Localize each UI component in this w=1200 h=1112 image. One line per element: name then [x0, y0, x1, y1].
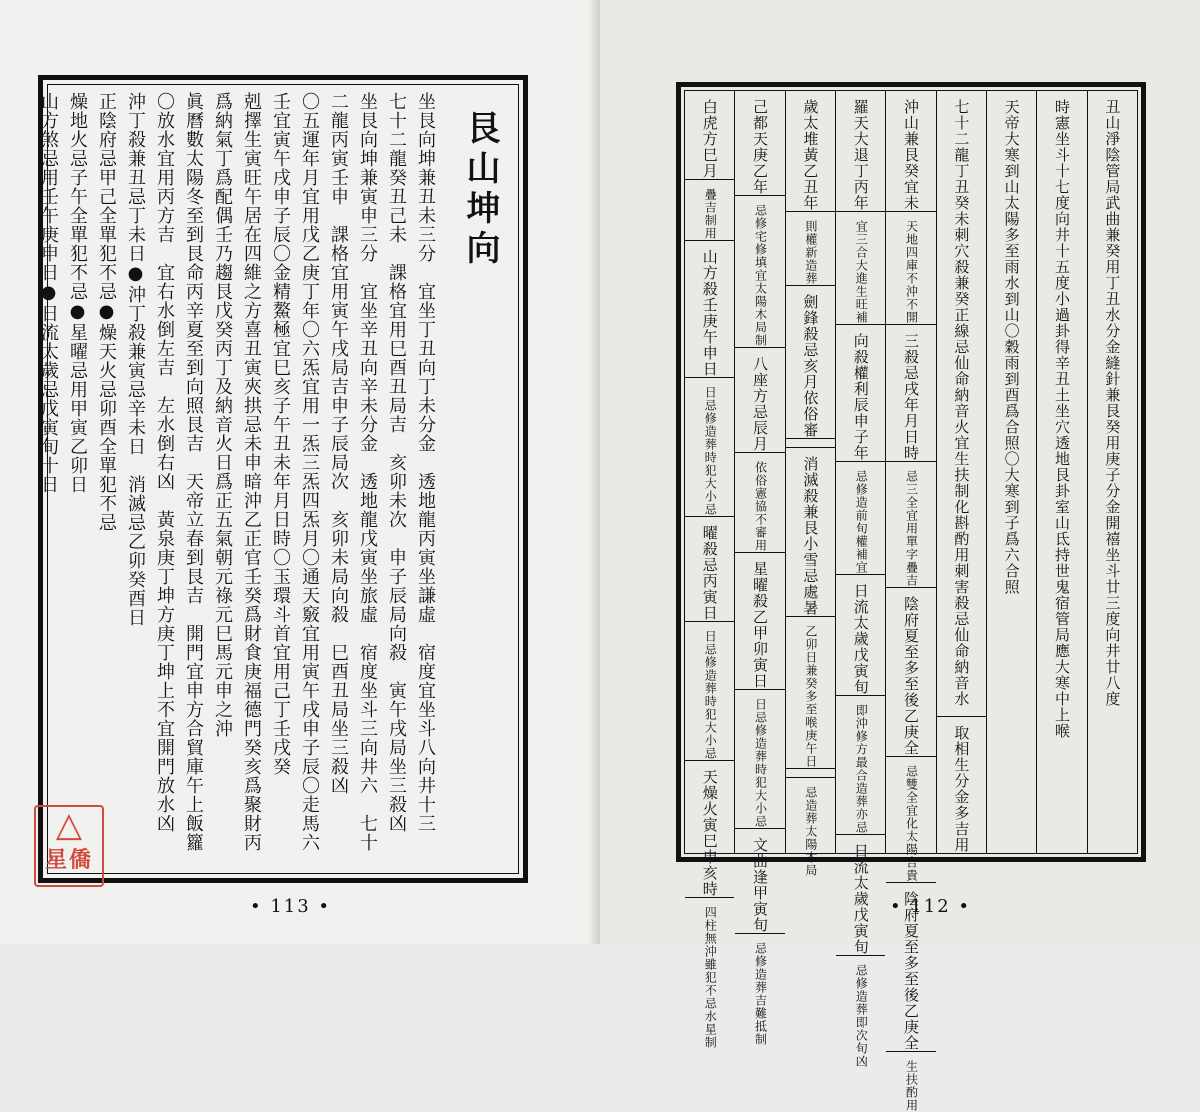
table-cell — [886, 588, 935, 757]
cell-text: 三殺忌戌年月日時 — [902, 333, 921, 461]
table-cell — [836, 462, 885, 575]
cell-text: 沖山兼艮癸宜未 — [902, 99, 921, 211]
cell-text: 七十二龍丁丑癸未刺穴殺兼癸正線忌仙命納音火宜生扶制化斟酌用刺害殺忌仙命納音水 — [952, 99, 971, 707]
table-cell — [937, 717, 986, 853]
left-text-columns — [38, 92, 513, 866]
table-cell — [987, 91, 1036, 853]
table-cell — [685, 91, 734, 180]
table-column — [1036, 91, 1086, 853]
cell-text: 陰府夏至多至後乙庚全 — [902, 891, 921, 1051]
table-cell — [886, 212, 935, 325]
table-cell — [1037, 91, 1086, 853]
cell-text: 日忌修造葬時犯大小忌 — [753, 698, 768, 828]
text-column: 正陰府忌甲己全單犯不忌●燥天火忌卯酉全單犯不忌 — [96, 92, 117, 532]
table-cell — [836, 575, 885, 696]
cell-text: 八座方忌辰月 — [751, 356, 770, 452]
page-number-right: • 112 • — [890, 896, 972, 917]
table-column — [685, 91, 734, 1049]
table-cell — [685, 517, 734, 622]
text-column: 燥地火忌子午全單犯不忌●星曜忌用甲寅乙卯日 — [67, 92, 88, 494]
left-page — [0, 0, 600, 944]
table-cell — [786, 286, 835, 439]
stamp-symbol: △ — [55, 805, 83, 845]
table-column — [986, 91, 1036, 853]
cell-text: 天地四庫不沖不開 — [904, 220, 919, 324]
table-cell — [836, 212, 885, 325]
table-cell — [886, 1052, 935, 1112]
table-cell — [685, 180, 734, 241]
table-cell — [685, 898, 734, 1049]
cell-text: 忌雙全宜化太陽合貴 — [904, 765, 919, 882]
right-page — [600, 0, 1200, 1112]
table-cell — [836, 956, 885, 1068]
page-number-left: • 113 • — [250, 896, 332, 917]
publisher-stamp-icon — [34, 805, 104, 887]
table-cell — [786, 778, 835, 877]
table-cell — [786, 448, 835, 617]
text-column: 坐艮向坤兼寅申三分 宜坐辛丑向辛未分金 透地龍戊寅坐旅虛 宿度坐斗三向井六 七十 — [357, 92, 378, 852]
text-column: 壬宜寅午戌申子辰〇金精鰲極宜巳亥子午丑未年月日時〇玉環斗首宜用己丁壬戌癸 — [270, 92, 291, 776]
table-column — [936, 91, 986, 853]
left-text-frame — [38, 75, 528, 883]
table-column — [1087, 91, 1137, 853]
text-column: 山方煞忌用壬午庚申日●日流太歲忌戊寅旬十日 — [38, 92, 59, 494]
table-cell — [735, 934, 784, 1046]
text-column: 七十二龍癸丑己未 課格宜用巳酉丑局吉 亥卯未次 申子辰局向殺 寅午戌局坐三殺凶 — [386, 92, 407, 833]
table-cell — [685, 761, 734, 898]
text-column: 沖丁殺兼丑忌丁未日●沖丁殺兼寅忌辛未日 消滅忌乙卯癸酉日 — [125, 92, 146, 627]
cell-text: 文曲逢甲寅旬 — [751, 837, 770, 933]
table-cell — [786, 617, 835, 769]
cell-text: 丑山淨陰管局武曲兼癸用丁丑水分金縫針兼艮癸用庚子分金開禧坐斗廿三度向井廿八度 — [1103, 99, 1122, 707]
cell-text: 日流太歲戊寅旬 — [851, 843, 870, 955]
table-cell — [886, 757, 935, 883]
table-cell — [735, 829, 784, 934]
cell-text: 疊吉制用 — [703, 188, 718, 240]
cell-text: 忌造葬太陽木局 — [803, 786, 818, 877]
text-column: 剋擇生寅旺午居在四維之方喜丑寅夾拱忌未申暗沖乙正官壬癸爲財食庚福德門癸亥爲聚財丙 — [241, 92, 262, 852]
cell-text: 忌修宅修填宜太陽木局制 — [753, 204, 768, 347]
text-column: 〇放水宜用丙方吉 宜右水倒左吉 左水倒右凶 黃泉庚丁坤方庚丁坤上不宜開門放水凶 — [154, 92, 175, 833]
table-cell — [685, 241, 734, 378]
cell-text: 時憲坐斗十七度向井十五度小過卦得辛丑土坐穴透地艮卦室山氐持世鬼宿管局應大寒中上喉 — [1053, 99, 1071, 739]
cell-text: 歲太堆黃乙丑年 — [801, 99, 820, 211]
table-cell — [1088, 91, 1137, 853]
cell-text: 忌修造葬即次旬凶 — [854, 964, 869, 1068]
text-column: 二龍丙寅壬申 課格宜用寅午戌局吉申子辰局次 亥卯未局向殺 巳酉丑局坐三殺凶 — [328, 92, 349, 795]
cell-text: 己都天庚乙年 — [751, 99, 770, 195]
cell-text: 生扶酌用 — [904, 1060, 919, 1112]
cell-text: 則權新造葬 — [803, 220, 818, 285]
table-cell — [735, 453, 784, 553]
cell-text: 即沖修方最合造葬亦忌 — [854, 704, 869, 834]
cell-text: 羅天大退丁丙年 — [851, 99, 870, 211]
table-cell — [886, 91, 935, 212]
table-column — [835, 91, 885, 1068]
cell-text: 忌修造葬吉難抵制 — [753, 942, 768, 1046]
cell-text: 四柱無沖雖犯不忌水星制 — [703, 906, 718, 1049]
cell-text: 消滅殺兼艮小雪忌處暑 — [801, 456, 820, 616]
table-cell — [786, 769, 835, 778]
table-cell — [836, 325, 885, 462]
text-column: 眞曆數太陽冬至到艮命丙辛夏至到向照艮吉 天帝立春到艮吉 開門宜申方合貿庫午上飯籮 — [183, 92, 204, 852]
table-cell — [937, 91, 986, 717]
cell-text: 取相生分金多吉用 — [952, 725, 971, 853]
cell-text: 劍鋒殺忌亥月依俗審 — [801, 294, 820, 438]
table-cell — [886, 325, 935, 462]
table-cell — [735, 196, 784, 348]
table-cell — [836, 696, 885, 835]
cell-text: 宜三合大進生旺補 — [854, 220, 869, 324]
page-title: 艮山坤向 — [460, 110, 500, 270]
table-cell — [786, 91, 835, 212]
table-column — [734, 91, 784, 1046]
cell-text: 天帝大寒到山太陽多至雨水到山〇穀雨到酉爲合照〇大寒到子爲六合照 — [1002, 99, 1021, 595]
table-cell — [786, 212, 835, 286]
cell-text: 白虎方巳月 — [700, 99, 719, 179]
cell-text: 忌三全宜用單字疊吉 — [904, 470, 919, 587]
cell-text: 日流太歲戊寅旬 — [851, 583, 870, 695]
text-column: 爲納氣丁爲配偶壬乃趨艮戊癸丙丁及納音火日爲正五氣朝元祿元巳馬元申之沖 — [212, 92, 233, 738]
table-cell — [836, 91, 885, 212]
table-cell — [886, 462, 935, 588]
text-column: 坐艮向坤兼丑未三分 宜坐丁丑向丁未分金 透地龍丙寅坐謙虛 宿度宜坐斗八向井十三 — [415, 92, 436, 833]
table-cell — [735, 91, 784, 196]
cell-text: 日忌修造葬時犯大小忌 — [703, 630, 718, 760]
table-cell — [685, 378, 734, 517]
cell-text: 星曜殺乙甲卯寅日 — [751, 561, 770, 689]
table-cell — [735, 348, 784, 453]
cell-text: 曜殺忌丙寅日 — [700, 525, 719, 621]
table-column — [785, 91, 835, 877]
table-cell — [735, 553, 784, 690]
cell-text: 乙卯日兼癸多至喉庚午日 — [803, 625, 818, 768]
cell-text: 日忌修造葬時犯大小忌 — [703, 386, 718, 516]
cell-text: 天燥火寅巳申亥時 — [700, 769, 719, 897]
table-cell — [836, 835, 885, 956]
stamp-text: 星僑 — [44, 847, 93, 873]
table-cell — [735, 690, 784, 829]
cell-text: 山方殺壬庚午申日 — [700, 249, 719, 377]
cell-text: 陰府夏至多至後乙庚全 — [902, 596, 921, 756]
cell-text: 忌修造前旬權補宜 — [854, 470, 869, 574]
text-column: 〇五運年月宜用戊乙庚丁年〇六炁宜用一炁三炁四炁月〇通天竅宜用寅午戌申子辰〇走馬六 — [299, 92, 320, 852]
cell-text: 依俗憲協不審用 — [753, 461, 768, 552]
table-cell — [786, 439, 835, 448]
table-cell — [685, 622, 734, 761]
cell-text: 向殺權利辰申子年 — [851, 333, 870, 461]
